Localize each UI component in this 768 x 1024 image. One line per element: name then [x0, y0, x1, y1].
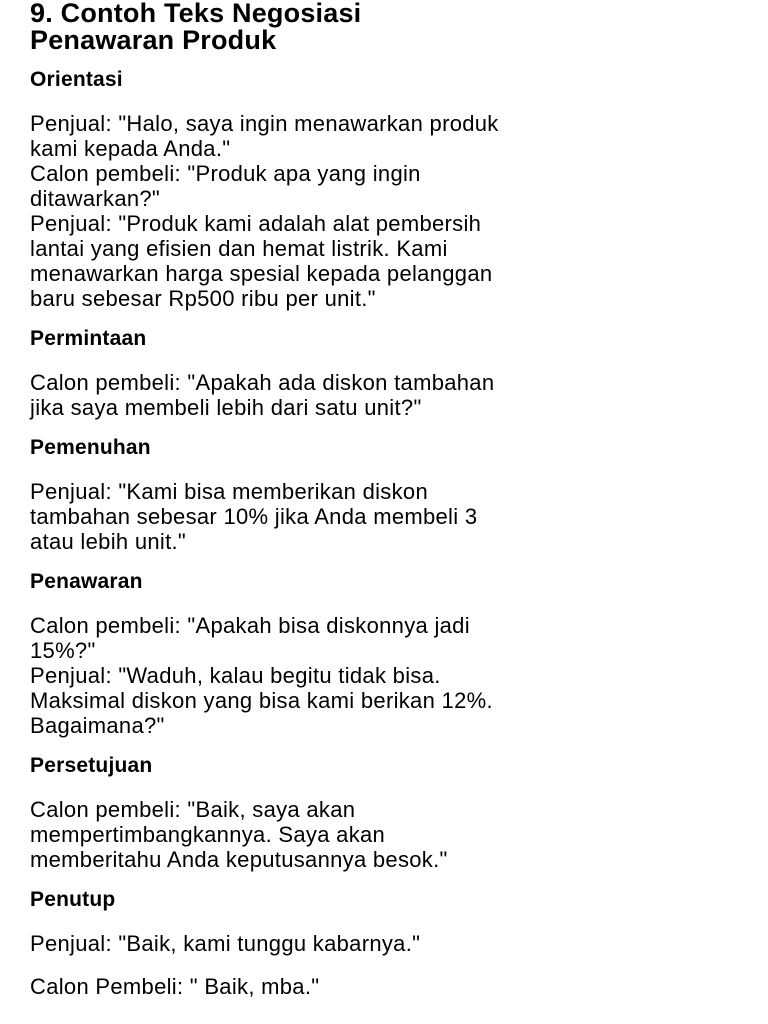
text-line: atau lebih unit." — [30, 529, 187, 554]
text-line: Calon Pembeli: " Baik, mba." — [30, 974, 320, 999]
text-line: Maksimal diskon yang bisa kami berikan 12%. — [30, 688, 493, 713]
text-line: 15%?" — [30, 638, 96, 663]
paragraph-penutup-buyer — [30, 974, 738, 999]
paragraph-persetujuan — [30, 797, 738, 872]
text-line: Penjual: "Baik, kami tunggu kabarnya." — [30, 931, 421, 956]
text-line: baru sebesar Rp500 ribu per unit." — [30, 286, 376, 311]
text-line: jika saya membeli lebih dari satu unit?" — [30, 395, 422, 420]
paragraph-pemenuhan — [30, 479, 738, 554]
page-title — [30, 0, 738, 54]
text-line: memberitahu Anda keputusannya besok." — [30, 847, 448, 872]
text-line: menawarkan harga spesial kepada pelanggan — [30, 261, 493, 286]
section-heading-orientasi: Orientasi — [30, 68, 123, 91]
text-line: Penjual: "Halo, saya ingin menawarkan produk — [30, 111, 499, 136]
text-line: Penjual: "Kami bisa memberikan diskon — [30, 479, 428, 504]
section-heading-pemenuhan: Pemenuhan — [30, 436, 151, 459]
text-line: Bagaimana?" — [30, 713, 165, 738]
text-line: Calon pembeli: "Baik, saya akan — [30, 797, 356, 822]
text-line: Penjual: "Produk kami adalah alat pembersih — [30, 211, 482, 236]
title-line: Penawaran Produk — [30, 25, 277, 55]
text-line: mempertimbangkannya. Saya akan — [30, 822, 386, 847]
text-line: Calon pembeli: "Apakah bisa diskonnya jadi — [30, 613, 470, 638]
text-line: Penjual: "Waduh, kalau begitu tidak bisa. — [30, 663, 441, 688]
section-heading-persetujuan: Persetujuan — [30, 754, 153, 777]
paragraph-permintaan — [30, 370, 738, 420]
text-line: Calon pembeli: "Produk apa yang ingin — [30, 161, 421, 186]
text-line: tambahan sebesar 10% jika Anda membeli 3 — [30, 504, 478, 529]
paragraph-orientasi — [30, 111, 738, 311]
text-line: kami kepada Anda." — [30, 136, 231, 161]
section-heading-penutup: Penutup — [30, 888, 116, 911]
text-line: ditawarkan?" — [30, 186, 161, 211]
paragraph-penutup-seller — [30, 931, 738, 956]
text-line: lantai yang efisien dan hemat listrik. Kami — [30, 236, 448, 261]
section-heading-penawaran: Penawaran — [30, 570, 143, 593]
paragraph-penawaran — [30, 613, 738, 738]
text-line: Calon pembeli: "Apakah ada diskon tambahan — [30, 370, 495, 395]
section-heading-permintaan: Permintaan — [30, 327, 147, 350]
title-line: 9. Contoh Teks Negosiasi — [30, 0, 362, 28]
